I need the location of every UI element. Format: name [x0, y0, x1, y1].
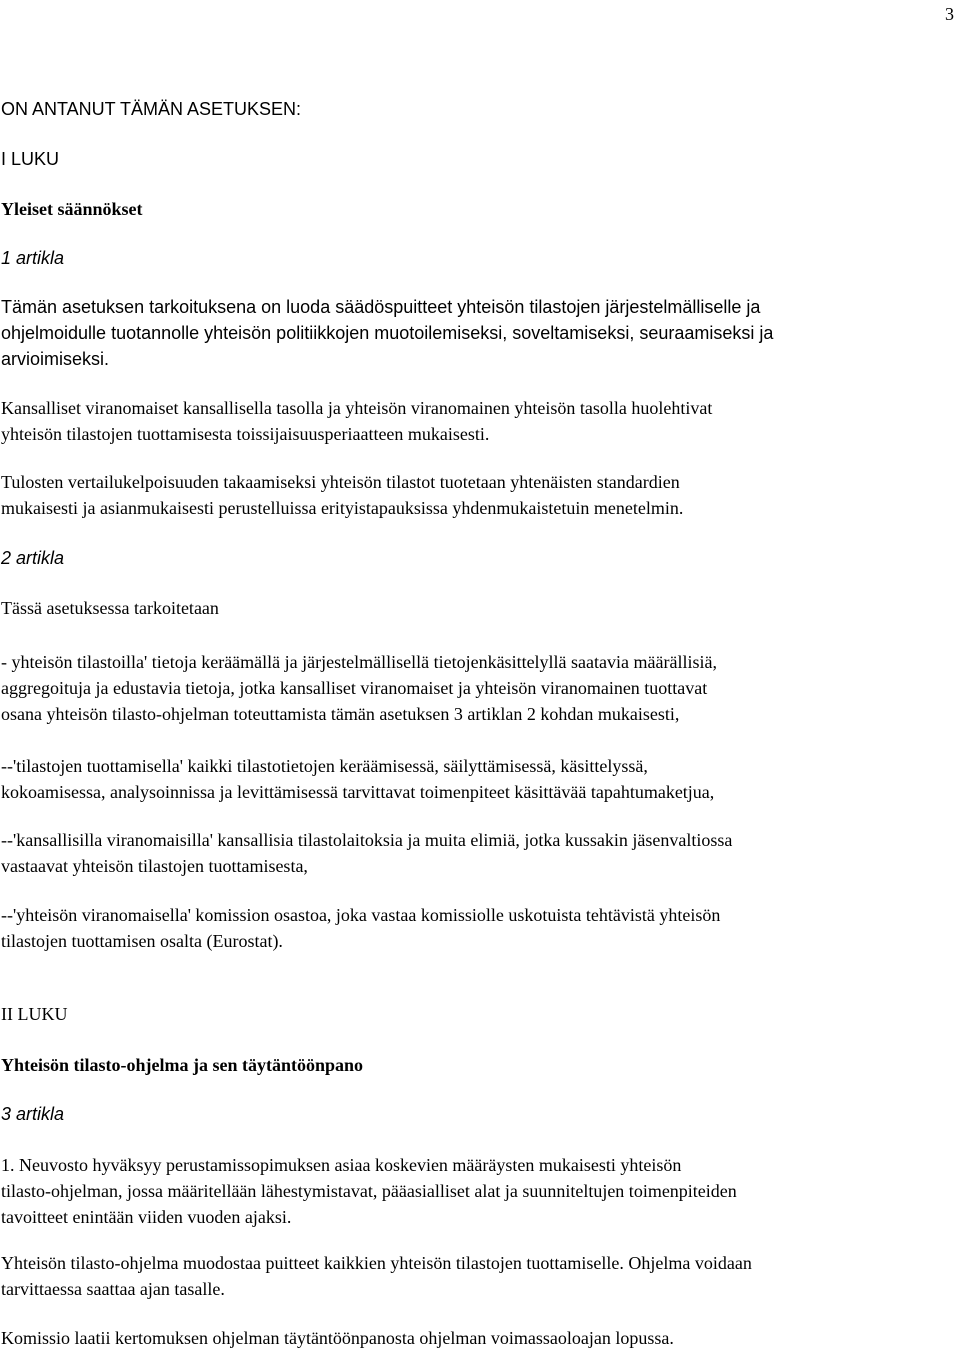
definition-item: --'kansallisilla viranomaisilla' kansallisia tilastolaitoksia ja muita elimiä, jotka kussakin jäsenvaltiossa vastaavat yhteisön tilastojen tuottamisesta,	[1, 830, 733, 876]
article-1-paragraph-2: Kansalliset viranomaiset kansallisella tasolla ja yhteisön viranomainen yhteisön tasolla huolehtivat yhteisön tilastojen tuottamisesta toissijaisuusperiaatteen mukaisesti.	[1, 398, 713, 444]
article-3-heading: 3 artikla	[1, 1104, 65, 1124]
article-1-paragraph-3: Tulosten vertailukelpoisuuden takaamiseksi yhteisön tilastot tuotetaan yhtenäisten standardien mukaisesti ja asianmukaisesti perustelluissa erityistapauksissa yhdenmukaistetuin menetelmin.	[1, 472, 684, 518]
chapter-2-label: II LUKU	[1, 1004, 68, 1024]
preamble: ON ANTANUT TÄMÄN ASETUKSEN:	[1, 99, 302, 119]
article-3-paragraph-3: Komissio laatii kertomuksen ohjelman täytäntöönpanosta ohjelman voimassaoloajan lopussa.	[1, 1328, 674, 1348]
article-1-paragraph-1: Tämän asetuksen tarkoituksena on luoda säädöspuitteet yhteisön tilastojen järjestelmälliselle ja ohjelmoidulle tuotannolle yhteisön politiikkojen muotoilemiseksi, soveltamiseksi, seuraamiseksi ja arvioimiseksi.	[1, 297, 774, 369]
definition-item: --'yhteisön viranomaisella' komission osastoa, joka vastaa komissiolle uskotuista tehtävistä yhteisön tilastojen tuottamisen osalta (Eurostat).	[1, 905, 721, 951]
chapter-1-label: I LUKU	[1, 149, 60, 169]
definition-item: - yhteisön tilastoilla' tietoja keräämällä ja järjestelmällisellä tietojenkäsittelyllä saatavia määrällisiä, aggregoituja ja edustavia tietoja, jotka kansalliset viranomaiset ja yhteisön viranomainen tuottavat osana yhteisön tilasto-ohjelman toteuttamista tämän asetuksen 3 artiklan 2 kohdan mukaisesti,	[1, 652, 717, 724]
article-1-heading: 1 artikla	[1, 248, 65, 268]
chapter-2-title: Yhteisön tilasto-ohjelma ja sen täytäntöönpano	[1, 1055, 364, 1075]
chapter-1-title: Yleiset säännökset	[1, 199, 143, 219]
article-3-paragraph-2: Yhteisön tilasto-ohjelma muodostaa puitteet kaikkien yhteisön tilastojen tuottamiselle. Ohjelma voidaan tarvittaessa saattaa ajan tasalle.	[1, 1253, 752, 1299]
article-2-intro: Tässä asetuksessa tarkoitetaan	[1, 598, 219, 618]
article-2-heading: 2 artikla	[1, 548, 65, 568]
page-number: 3	[945, 4, 954, 24]
definition-item: --'tilastojen tuottamisella' kaikki tilastotietojen keräämisessä, säilyttämisessä, käsittelyssä, kokoamisessa, analysoinnissa ja levittämisessä tarvittavat toimenpiteet käsittävää tapahtumaketjua,	[1, 756, 715, 802]
article-3-paragraph-1: 1. Neuvosto hyväksyy perustamissopimuksen asiaa koskevien määräysten mukaisesti yhteisön tilasto-ohjelman, jossa määritellään lähestymistavat, pääasialliset alat ja suunniteltujen toimenpiteiden tavoitteet enintään viiden vuoden ajaksi.	[1, 1155, 737, 1227]
